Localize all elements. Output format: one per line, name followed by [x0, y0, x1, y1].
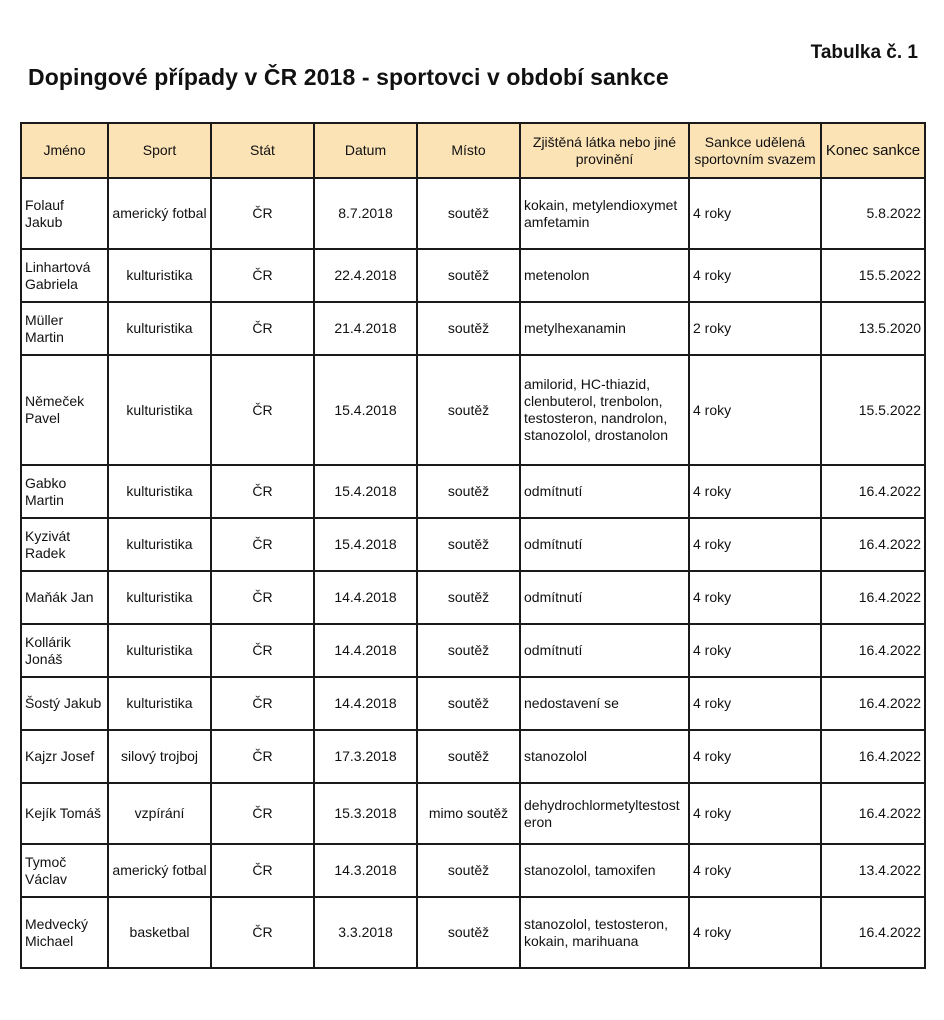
- cell-place: soutěž: [417, 178, 520, 249]
- cell-country: ČR: [211, 178, 314, 249]
- cell-end: 16.4.2022: [821, 897, 925, 968]
- page-title: Dopingové případy v ČR 2018 - sportovci v období sankce: [28, 64, 669, 90]
- table-header-row: [21, 123, 925, 178]
- cell-sanction: 4 roky: [689, 730, 821, 783]
- cell-sport: basketbal: [108, 897, 211, 968]
- cell-place: soutěž: [417, 355, 520, 465]
- cell-substance: odmítnutí: [520, 465, 689, 518]
- cell-name: Kajzr Josef: [21, 730, 108, 783]
- table-row: [21, 730, 925, 783]
- cell-place: soutěž: [417, 730, 520, 783]
- cell-end: 13.4.2022: [821, 844, 925, 897]
- cell-sanction: 4 roky: [689, 624, 821, 677]
- cell-sanction: 4 roky: [689, 249, 821, 302]
- cell-sport: vzpírání: [108, 783, 211, 844]
- cell-place: soutěž: [417, 465, 520, 518]
- cell-end: 15.5.2022: [821, 355, 925, 465]
- table-row: [21, 571, 925, 624]
- cell-date: 3.3.2018: [314, 897, 417, 968]
- cell-country: ČR: [211, 249, 314, 302]
- cell-country: ČR: [211, 624, 314, 677]
- cell-country: ČR: [211, 518, 314, 571]
- cell-name: Gabko Martin: [21, 465, 108, 518]
- cell-country: ČR: [211, 897, 314, 968]
- cell-name: Folauf Jakub: [21, 178, 108, 249]
- table-row: [21, 677, 925, 730]
- cell-name: Kollárik Jonáš: [21, 624, 108, 677]
- table-row: [21, 302, 925, 355]
- cell-date: 22.4.2018: [314, 249, 417, 302]
- cell-end: 16.4.2022: [821, 783, 925, 844]
- cell-end: 16.4.2022: [821, 624, 925, 677]
- cell-substance: odmítnutí: [520, 571, 689, 624]
- cell-end: 16.4.2022: [821, 465, 925, 518]
- cell-sport: silový trojboj: [108, 730, 211, 783]
- cell-sanction: 4 roky: [689, 571, 821, 624]
- cell-sport: kulturistika: [108, 465, 211, 518]
- cell-name: Němeček Pavel: [21, 355, 108, 465]
- cell-name: Kejík Tomáš: [21, 783, 108, 844]
- table-row: [21, 178, 925, 249]
- column-header-sanction: Sankce udělená sportovním svazem: [689, 123, 821, 178]
- cell-date: 15.4.2018: [314, 355, 417, 465]
- cell-end: 16.4.2022: [821, 677, 925, 730]
- cell-sport: kulturistika: [108, 355, 211, 465]
- column-header-country: Stát: [211, 123, 314, 178]
- cell-end: 16.4.2022: [821, 730, 925, 783]
- cell-place: soutěž: [417, 677, 520, 730]
- cell-sport: americký fotbal: [108, 178, 211, 249]
- cell-end: 16.4.2022: [821, 518, 925, 571]
- cell-date: 14.4.2018: [314, 571, 417, 624]
- cell-country: ČR: [211, 783, 314, 844]
- cell-substance: odmítnutí: [520, 518, 689, 571]
- cell-country: ČR: [211, 302, 314, 355]
- cell-substance: stanozolol: [520, 730, 689, 783]
- cell-substance: nedostavení se: [520, 677, 689, 730]
- cell-date: 15.4.2018: [314, 465, 417, 518]
- cell-sanction: 2 roky: [689, 302, 821, 355]
- column-header-sport: Sport: [108, 123, 211, 178]
- cell-sport: kulturistika: [108, 624, 211, 677]
- cell-end: 15.5.2022: [821, 249, 925, 302]
- cell-substance: dehydrochlormetyltestosteron: [520, 783, 689, 844]
- cell-name: Šostý Jakub: [21, 677, 108, 730]
- table-container: [20, 122, 924, 974]
- cell-sanction: 4 roky: [689, 783, 821, 844]
- cell-date: 21.4.2018: [314, 302, 417, 355]
- cell-sport: americký fotbal: [108, 844, 211, 897]
- cell-sanction: 4 roky: [689, 465, 821, 518]
- column-header-place: Místo: [417, 123, 520, 178]
- cell-sport: kulturistika: [108, 518, 211, 571]
- cell-name: Maňák Jan: [21, 571, 108, 624]
- cell-substance: stanozolol, testosteron, kokain, marihuana: [520, 897, 689, 968]
- cell-date: 14.4.2018: [314, 677, 417, 730]
- cell-country: ČR: [211, 730, 314, 783]
- cell-date: 15.3.2018: [314, 783, 417, 844]
- cell-sport: kulturistika: [108, 302, 211, 355]
- cell-substance: kokain, metylendioxymetamfetamin: [520, 178, 689, 249]
- cell-date: 14.3.2018: [314, 844, 417, 897]
- cell-substance: metenolon: [520, 249, 689, 302]
- cell-place: soutěž: [417, 518, 520, 571]
- cell-country: ČR: [211, 465, 314, 518]
- cell-place: soutěž: [417, 897, 520, 968]
- table-number: Tabulka č. 1: [810, 42, 918, 63]
- table-row: [21, 783, 925, 844]
- table-row: [21, 624, 925, 677]
- doping-cases-table: [20, 122, 926, 969]
- cell-name: Müller Martin: [21, 302, 108, 355]
- cell-sport: kulturistika: [108, 677, 211, 730]
- cell-sport: kulturistika: [108, 249, 211, 302]
- cell-end: 5.8.2022: [821, 178, 925, 249]
- cell-name: Medvecký Michael: [21, 897, 108, 968]
- cell-country: ČR: [211, 844, 314, 897]
- table-row: [21, 844, 925, 897]
- cell-place: soutěž: [417, 844, 520, 897]
- cell-substance: metylhexanamin: [520, 302, 689, 355]
- table-row: [21, 249, 925, 302]
- column-header-date: Datum: [314, 123, 417, 178]
- cell-sanction: 4 roky: [689, 355, 821, 465]
- table-row: [21, 355, 925, 465]
- table-row: [21, 897, 925, 968]
- cell-date: 17.3.2018: [314, 730, 417, 783]
- cell-country: ČR: [211, 355, 314, 465]
- cell-end: 16.4.2022: [821, 571, 925, 624]
- table-row: [21, 518, 925, 571]
- cell-sanction: 4 roky: [689, 844, 821, 897]
- cell-sport: kulturistika: [108, 571, 211, 624]
- cell-date: 14.4.2018: [314, 624, 417, 677]
- cell-name: Linhartová Gabriela: [21, 249, 108, 302]
- cell-sanction: 4 roky: [689, 178, 821, 249]
- cell-place: soutěž: [417, 249, 520, 302]
- column-header-substance: Zjištěná látka nebo jiné provinění: [520, 123, 689, 178]
- table-header: [21, 123, 925, 178]
- cell-name: Kyzivát Radek: [21, 518, 108, 571]
- cell-place: soutěž: [417, 624, 520, 677]
- cell-name: Tymoč Václav: [21, 844, 108, 897]
- cell-date: 8.7.2018: [314, 178, 417, 249]
- cell-country: ČR: [211, 571, 314, 624]
- cell-sanction: 4 roky: [689, 518, 821, 571]
- cell-date: 15.4.2018: [314, 518, 417, 571]
- table-body: [21, 178, 925, 968]
- cell-place: mimo soutěž: [417, 783, 520, 844]
- cell-end: 13.5.2020: [821, 302, 925, 355]
- cell-substance: stanozolol, tamoxifen: [520, 844, 689, 897]
- cell-substance: amilorid, HC-thiazid, clenbuterol, trenbolon, testosteron, nandrolon, stanozolol, drostanolon: [520, 355, 689, 465]
- cell-substance: odmítnutí: [520, 624, 689, 677]
- column-header-end: Konec sankce: [821, 123, 925, 178]
- cell-country: ČR: [211, 677, 314, 730]
- column-header-name: Jméno: [21, 123, 108, 178]
- cell-sanction: 4 roky: [689, 897, 821, 968]
- cell-place: soutěž: [417, 302, 520, 355]
- table-row: [21, 465, 925, 518]
- cell-place: soutěž: [417, 571, 520, 624]
- cell-sanction: 4 roky: [689, 677, 821, 730]
